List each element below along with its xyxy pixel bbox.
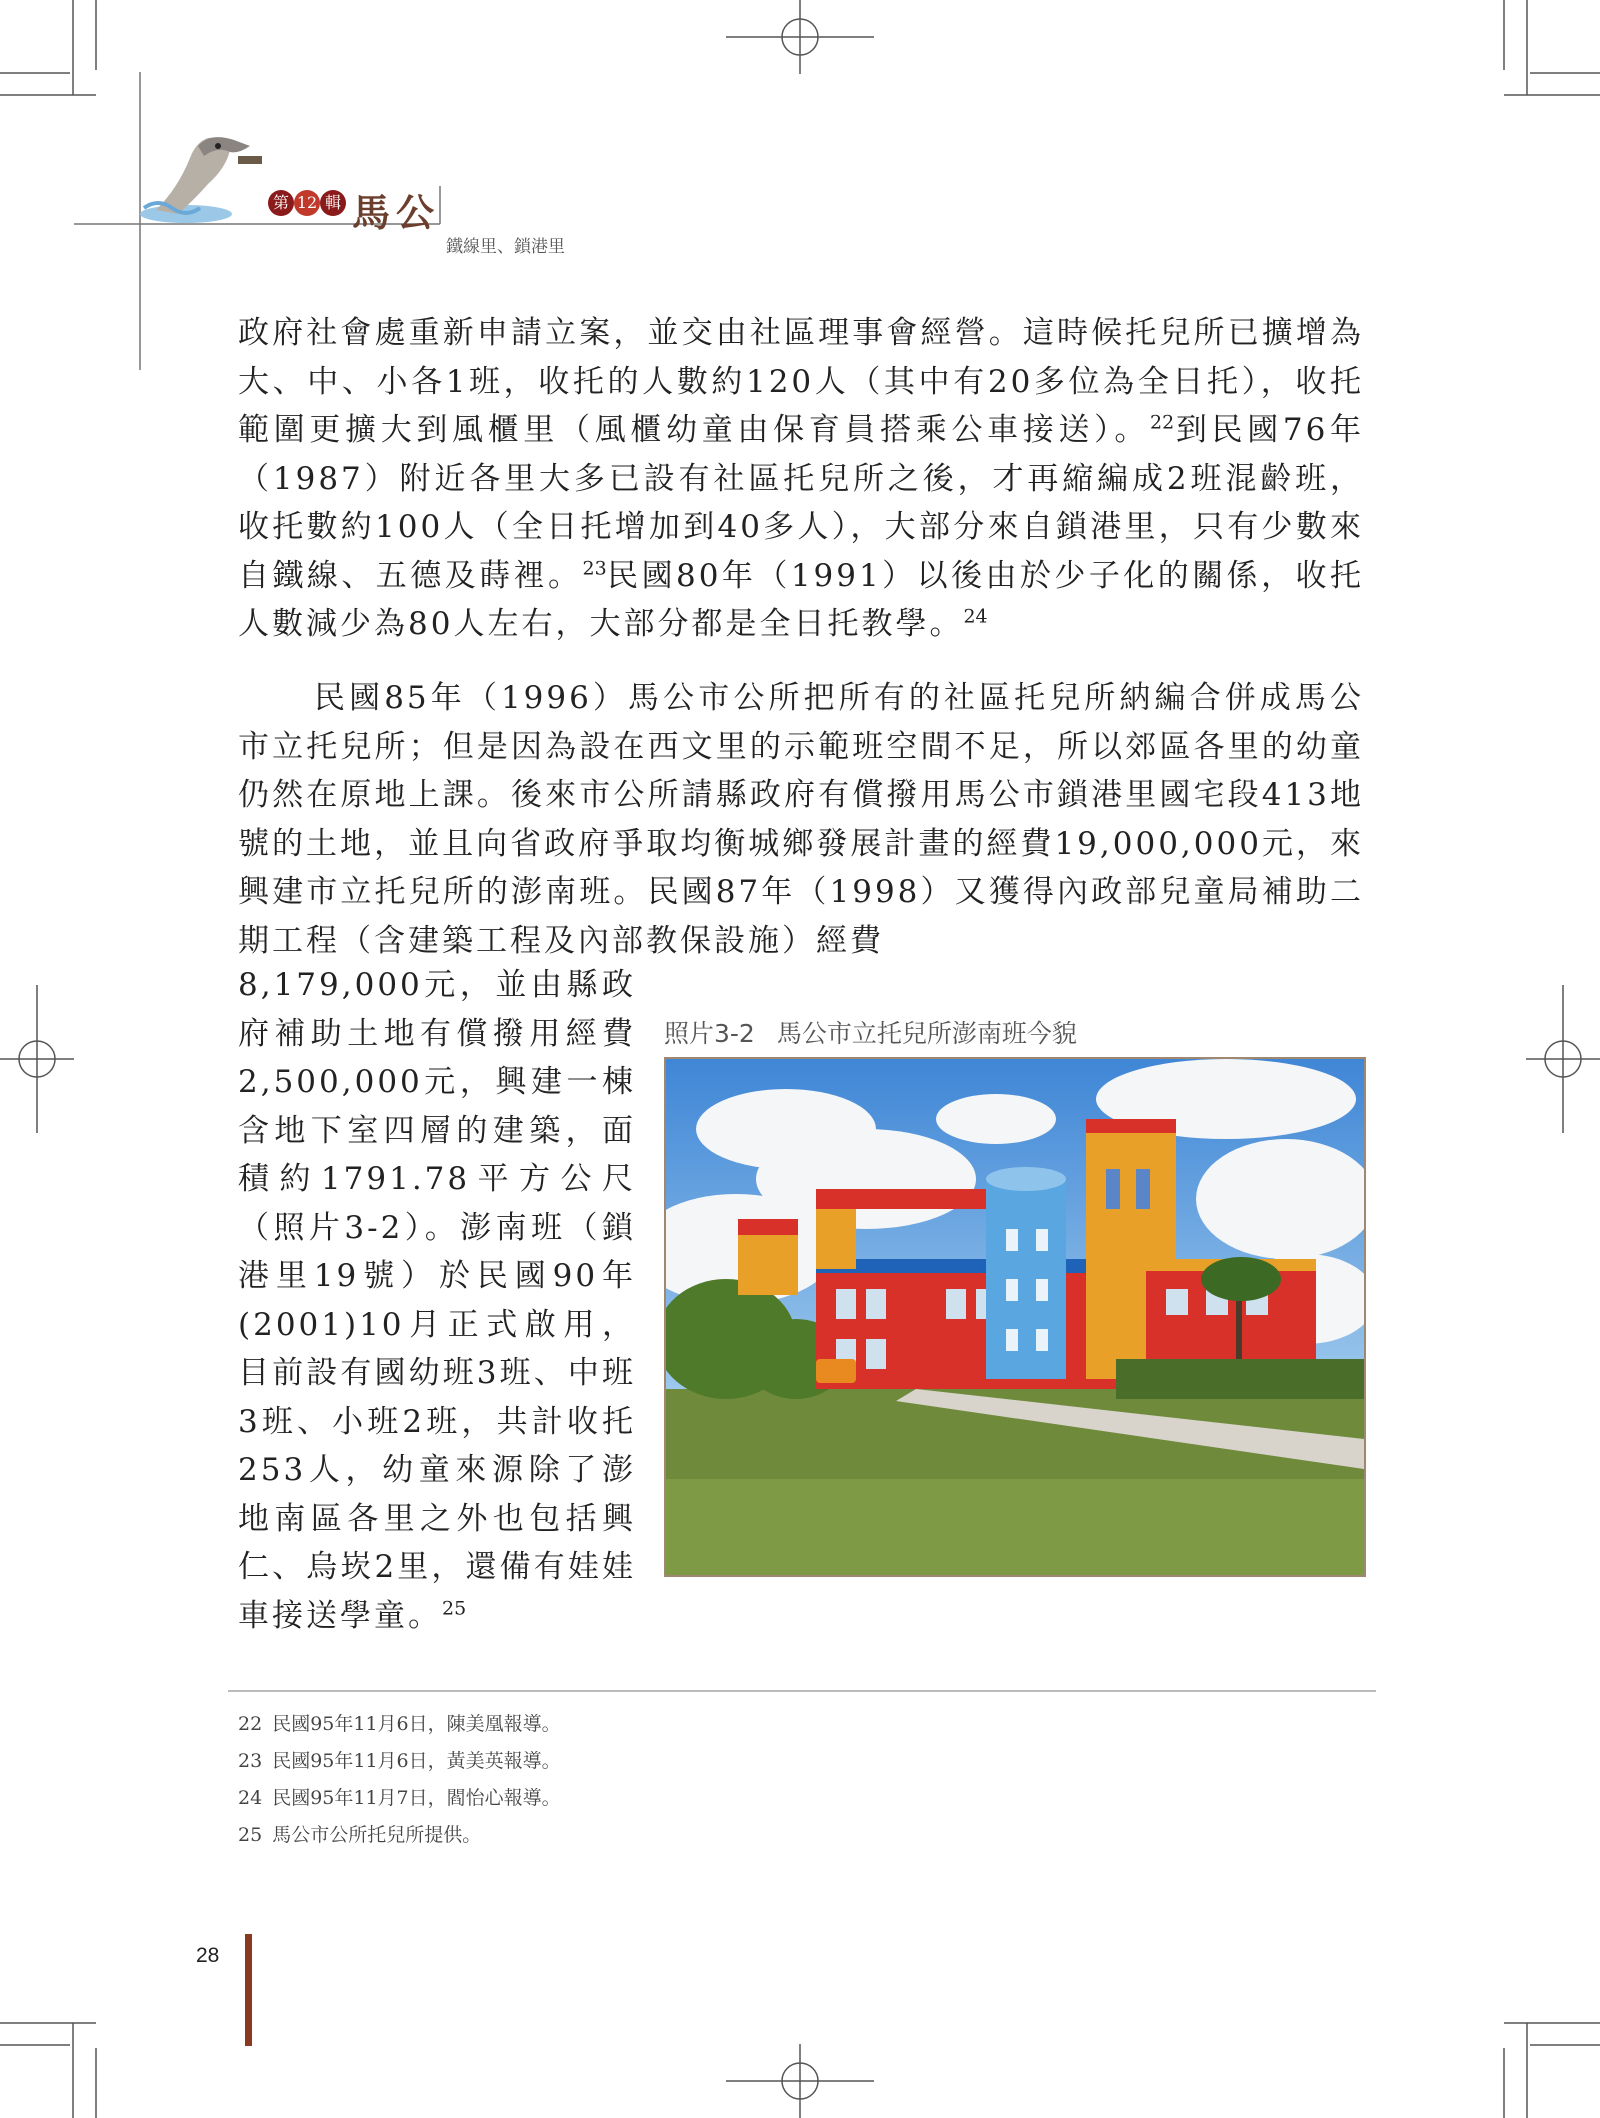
photo-caption: [664, 1014, 1077, 1050]
kindergarten-building-photo: [664, 1057, 1366, 1577]
footnote-number: 24: [238, 1787, 263, 1809]
footnote-number: 22: [238, 1713, 263, 1735]
paragraph-text: 政府社會處重新申請立案，並交由社區理事會經營。這時候托兒所已擴增為大、中、小各1班，收托的人數約120人（其中有20多位為全日托），收托範圍更擴大到風櫃里（風櫃幼童由保育員搭乘公車接送）。: [238, 315, 1364, 448]
chapter-badge: [268, 190, 346, 216]
photo-caption-text: 馬公市立托兒所澎南班今貌: [776, 1019, 1077, 1048]
footnote-text: 民國95年11月6日，陳美凰報導。: [272, 1713, 561, 1735]
paragraph-text: 民國80年（1991）以後由於少子化的關係，收托人數減少為80人左右，大部分都是全日托教學。: [238, 557, 1365, 642]
footnote-item: [238, 1780, 561, 1817]
chapter-title: 馬公: [352, 190, 441, 235]
footnote-text: 民國95年11月6日，黃美英報導。: [272, 1750, 561, 1772]
footnote-ref-22: 22: [1150, 411, 1175, 434]
photo-caption-id: 照片3-2: [664, 1019, 755, 1048]
page-number: 28: [196, 1944, 220, 1967]
chapter-mascot-logo: [138, 128, 268, 224]
chapter-number: 12: [294, 190, 320, 216]
footnote-text: 民國95年11月7日，閻怡心報導。: [272, 1787, 561, 1809]
footnote-divider: [228, 1690, 1376, 1692]
body-paragraph-3: [238, 961, 636, 1640]
footnote-number: 25: [238, 1824, 263, 1846]
footnote-ref-23: 23: [582, 557, 607, 580]
footnotes: [238, 1706, 561, 1854]
chapter-subtitle: 鐵線里、鎖港里: [446, 237, 565, 257]
paragraph-text: 8,179,000元，並由縣政府補助土地有償撥用經費2,500,000元，興建一棟含地下室四層的建築，面積約1791.78平方公尺（照片3-2）。澎南班（鎖港里19號）於民國90年(2001)10月正式啟用，目前設有國幼班3班、中班3班、小班2班，共計收托253人，幼童來源除了澎地南區各里之外也包括興仁、烏崁2里，還備有娃娃車接送學童。: [238, 967, 636, 1634]
footnote-item: [238, 1706, 561, 1743]
chapter-prefix: 第: [268, 190, 294, 216]
body-paragraph-1: [238, 309, 1364, 649]
paragraph-text: 到民國76年（1987）附近各里大多已設有社區托兒所之後，才再縮編成2班混齡班，收托數約100人（全日托增加到40多人），大部分來自鎖港里，只有少數來自鐵線、五德及蒔裡。: [238, 412, 1364, 594]
footnote-ref-24: 24: [963, 605, 988, 628]
footnote-item: [238, 1817, 561, 1854]
footnote-item: [238, 1743, 561, 1780]
footnote-number: 23: [238, 1750, 263, 1772]
footnote-text: 馬公市公所托兒所提供。: [272, 1824, 482, 1846]
page-number-bar: [245, 1934, 252, 2046]
chapter-suffix: 輯: [320, 190, 346, 216]
footnote-ref-25: 25: [442, 1597, 467, 1620]
body-paragraph-2: 民國85年（1996）馬公市公所把所有的社區托兒所納編合併成馬公市立托兒所；但是因為設在西文里的示範班空間不足，所以郊區各里的幼童仍然在原地上課。後來市公所請縣政府有償撥用馬公市鎖港里國宅段413地號的土地，並且向省政府爭取均衡城鄉發展計畫的經費19,000,000元，來興建市立托兒所的澎南班。民國87年（1998）又獲得內政部兒童局補助二期工程（含建築工程及內部教保設施）經費: [238, 680, 1364, 959]
